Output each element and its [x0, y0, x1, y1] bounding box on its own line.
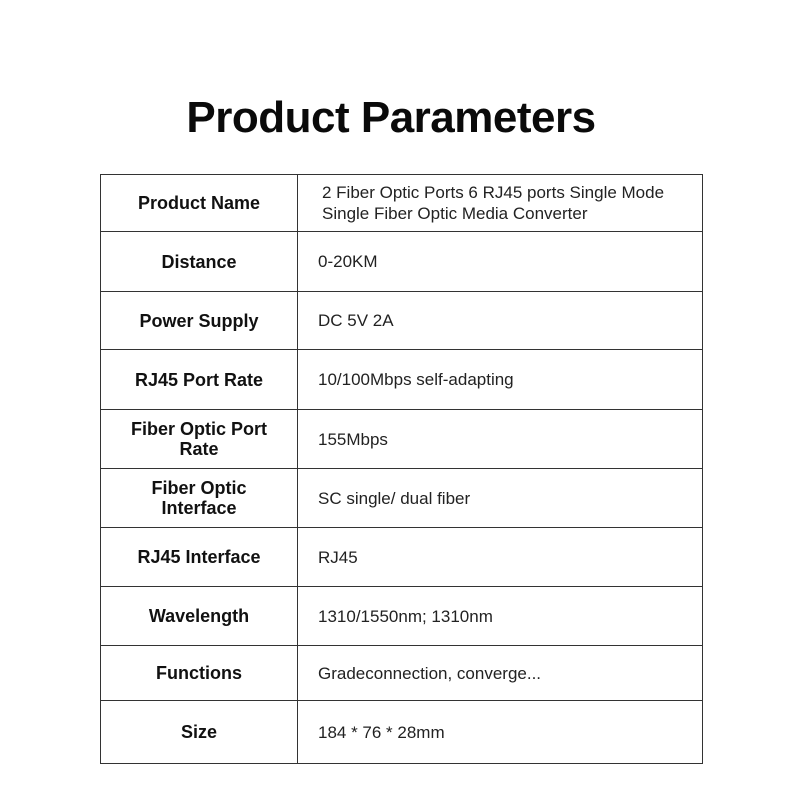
row-label-cell: [101, 587, 298, 646]
row-label-cell: [101, 528, 298, 587]
row-value: 10/100Mbps self-adapting: [318, 370, 514, 389]
row-label-cell: [101, 232, 298, 292]
row-value: Gradeconnection, converge...: [318, 663, 542, 683]
row-value-cell: [298, 469, 703, 528]
row-value: 0-20KM: [318, 252, 378, 271]
row-value-cell: [298, 587, 703, 646]
table-row: [101, 587, 703, 646]
row-value: DC 5V 2A: [318, 311, 394, 330]
row-value: 184 * 76 * 28mm: [318, 722, 445, 742]
row-value-cell: [298, 292, 703, 350]
row-label: Fiber Optic Port Rate: [130, 419, 267, 459]
row-label-cell: [101, 350, 298, 410]
row-label-cell: [101, 646, 298, 701]
table-row: [101, 232, 703, 292]
row-label: Functions: [156, 663, 242, 683]
table-row: [101, 410, 703, 469]
table-row: [101, 646, 703, 701]
row-label: Power Supply: [139, 310, 259, 331]
table-row: [101, 175, 703, 232]
row-label: RJ45 Port Rate: [134, 369, 264, 390]
row-value: RJ45: [318, 547, 358, 567]
table-row: [101, 469, 703, 528]
row-label-cell: [101, 175, 298, 232]
row-label-cell: [101, 292, 298, 350]
row-value-cell: [298, 701, 703, 764]
row-label: Size: [180, 722, 218, 742]
row-value-cell: [298, 350, 703, 410]
row-value-cell: [298, 175, 703, 232]
row-label: Product Name: [137, 193, 261, 213]
row-value-cell: [298, 528, 703, 587]
row-label-cell: [101, 410, 298, 469]
table-row: [101, 528, 703, 587]
row-value-cell: [298, 410, 703, 469]
page-title: Product Parameters: [186, 93, 596, 142]
row-label-cell: [101, 701, 298, 764]
parameters-table: [100, 174, 703, 764]
table-row: [101, 292, 703, 350]
row-value-cell: [298, 232, 703, 292]
row-value: 2 Fiber Optic Ports 6 RJ45 ports Single Mode Single Fiber Optic Media Converter: [322, 183, 665, 223]
table-row: [101, 350, 703, 410]
row-label-cell: [101, 469, 298, 528]
row-label: Distance: [161, 251, 237, 272]
row-value: SC single/ dual fiber: [318, 488, 471, 508]
row-value: 1310/1550nm; 1310nm: [318, 606, 493, 626]
row-value-cell: [298, 646, 703, 701]
table-row: [101, 701, 703, 764]
row-value: 155Mbps: [318, 429, 388, 449]
row-label: Wavelength: [148, 606, 250, 626]
row-label: Fiber Optic Interface: [151, 478, 247, 518]
row-label: RJ45 Interface: [137, 547, 261, 567]
